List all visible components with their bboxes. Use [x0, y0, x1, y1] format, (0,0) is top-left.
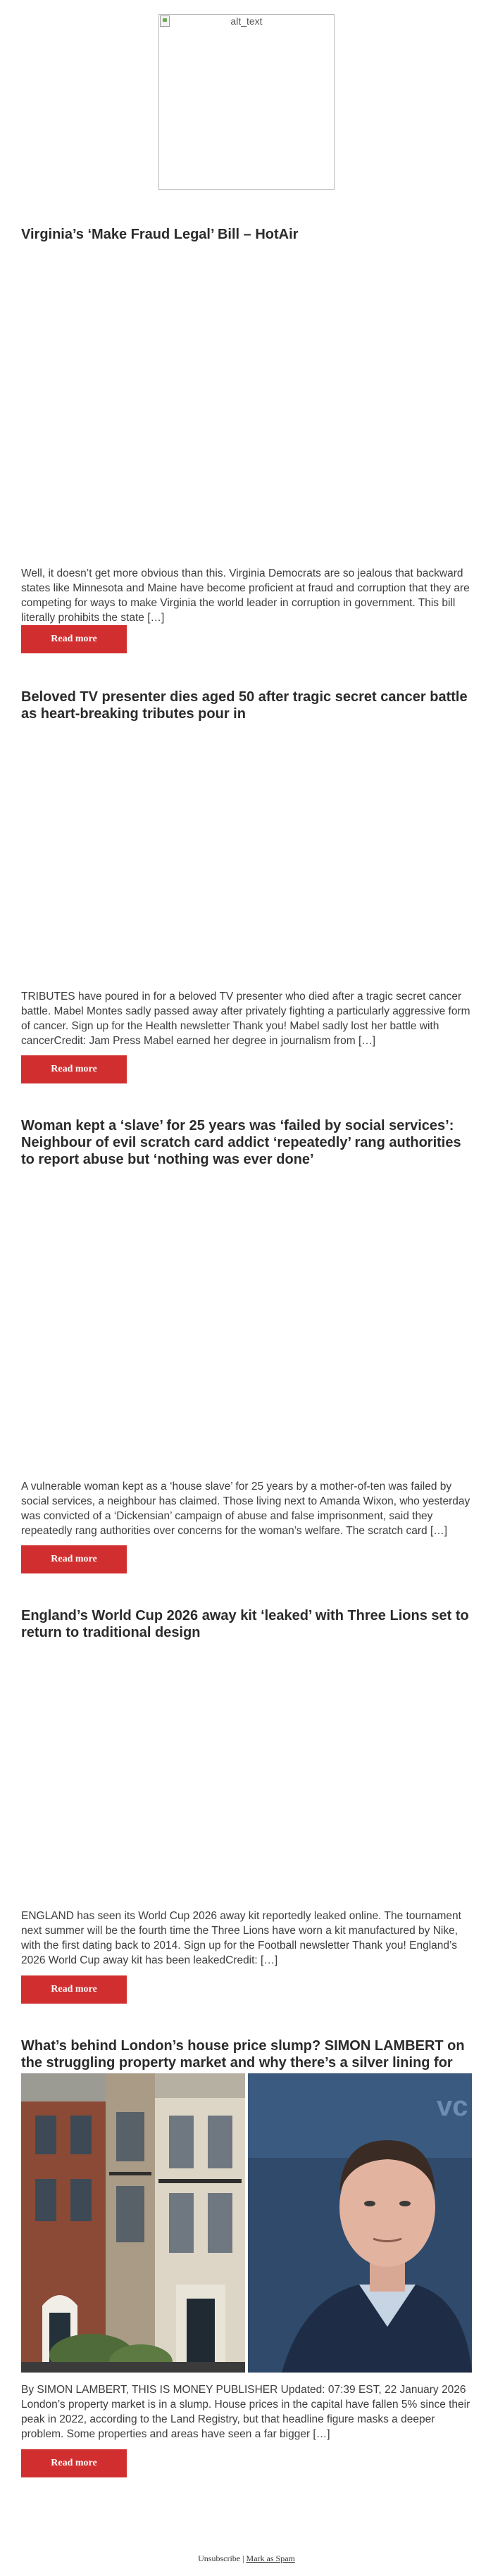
svg-text:vc: vc: [437, 2091, 468, 2122]
article-excerpt: ENGLAND has seen its World Cup 2026 away kit reportedly leaked online. The tournament next summer will be the fourth time the Three Lions have worn a kit manufactured by Nike, with the first dating back to 2014. Sign up for the Football newsletter Thank you! England’s 2026 World Cup away kit has been leakedCredit: […]: [21, 1910, 461, 1966]
article-excerpt: A vulnerable woman kept as a ‘house slave’ for 25 years by a mother-of-ten was failed by social services, a neighbour has claimed. Those living next to Amanda Wixon, who yesterday was convicted of a ‘Dickensian’ campaign of abuse and false imprisonment, said they repeatedly rang authorities over concerns for the woman’s welfare. The scratch card […]: [21, 1481, 470, 1537]
footer: [0, 2553, 493, 2564]
article-title[interactable]: Woman kept a ‘slave’ for 25 years was ‘failed by social services’: Neighbour of evil scratch card addict ‘repeatedly’ rang authorities to report abuse but ‘nothing was ever done’: [21, 1118, 461, 1167]
article-image-placeholder: [21, 253, 472, 556]
unsubscribe-link[interactable]: Unsubscribe: [198, 2553, 241, 2563]
mark-as-spam-link[interactable]: Mark as Spam: [246, 2553, 295, 2563]
article-title[interactable]: Beloved TV presenter dies aged 50 after tragic secret cancer battle as heart-breaking tributes pour in: [21, 689, 468, 722]
footer-separator: |: [242, 2553, 244, 2563]
article-photo[interactable]: [21, 2073, 472, 2373]
article-image-placeholder: [21, 1176, 472, 1471]
article-image-placeholder: [21, 1651, 472, 1904]
read-more-button[interactable]: Read more: [21, 1055, 127, 1083]
article-title[interactable]: Virginia’s ‘Make Fraud Legal’ Bill – HotAir: [21, 227, 299, 242]
article-excerpt: Well, it doesn’t get more obvious than this. Virginia Democrats are so jealous that backward states like Minnesota and Maine have become proficient at fraud and corruption that they are competing for ways to make Virginia the world leader in corruption in government. This bill literally prohibits the state […]: [21, 567, 470, 624]
article-title[interactable]: England’s World Cup 2026 away kit ‘leaked’ with Three Lions set to return to traditional design: [21, 1608, 469, 1640]
article-photo-illustration: [21, 2073, 472, 2373]
read-more-button[interactable]: Read more: [21, 625, 127, 653]
read-more-button[interactable]: Read more: [21, 1545, 127, 1573]
read-more-button[interactable]: Read more: [21, 1975, 127, 2004]
read-more-button[interactable]: Read more: [21, 2449, 127, 2477]
article-image-placeholder: [21, 732, 472, 982]
article-title[interactable]: What’s behind London’s house price slump? SIMON LAMBERT on the struggling property market and why there’s a silver lining for: [21, 2038, 465, 2071]
article-excerpt: TRIBUTES have poured in for a beloved TV presenter who died after a tragic secret cancer battle. Mabel Montes sadly passed away after privately fighting a particularly aggressive form of cancer. Sign up for the Health newsletter Thank you! Mabel sadly lost her battle with cancerCredit: Jam Press Mabel earned her degree in journalism from […]: [21, 991, 470, 1047]
logo-alt-text: alt_text: [230, 15, 263, 27]
header-logo-image: [158, 14, 335, 190]
article-excerpt: By SIMON LAMBERT, THIS IS MONEY PUBLISHER Updated: 07:39 EST, 22 January 2026 London’s property market is in a slump. House prices in the capital have fallen 5% since their peak in 2022, according to the Land Registry, but that headline figure masks a deeper problem. Some properties and areas have seen a far bigger […]: [21, 2384, 470, 2440]
